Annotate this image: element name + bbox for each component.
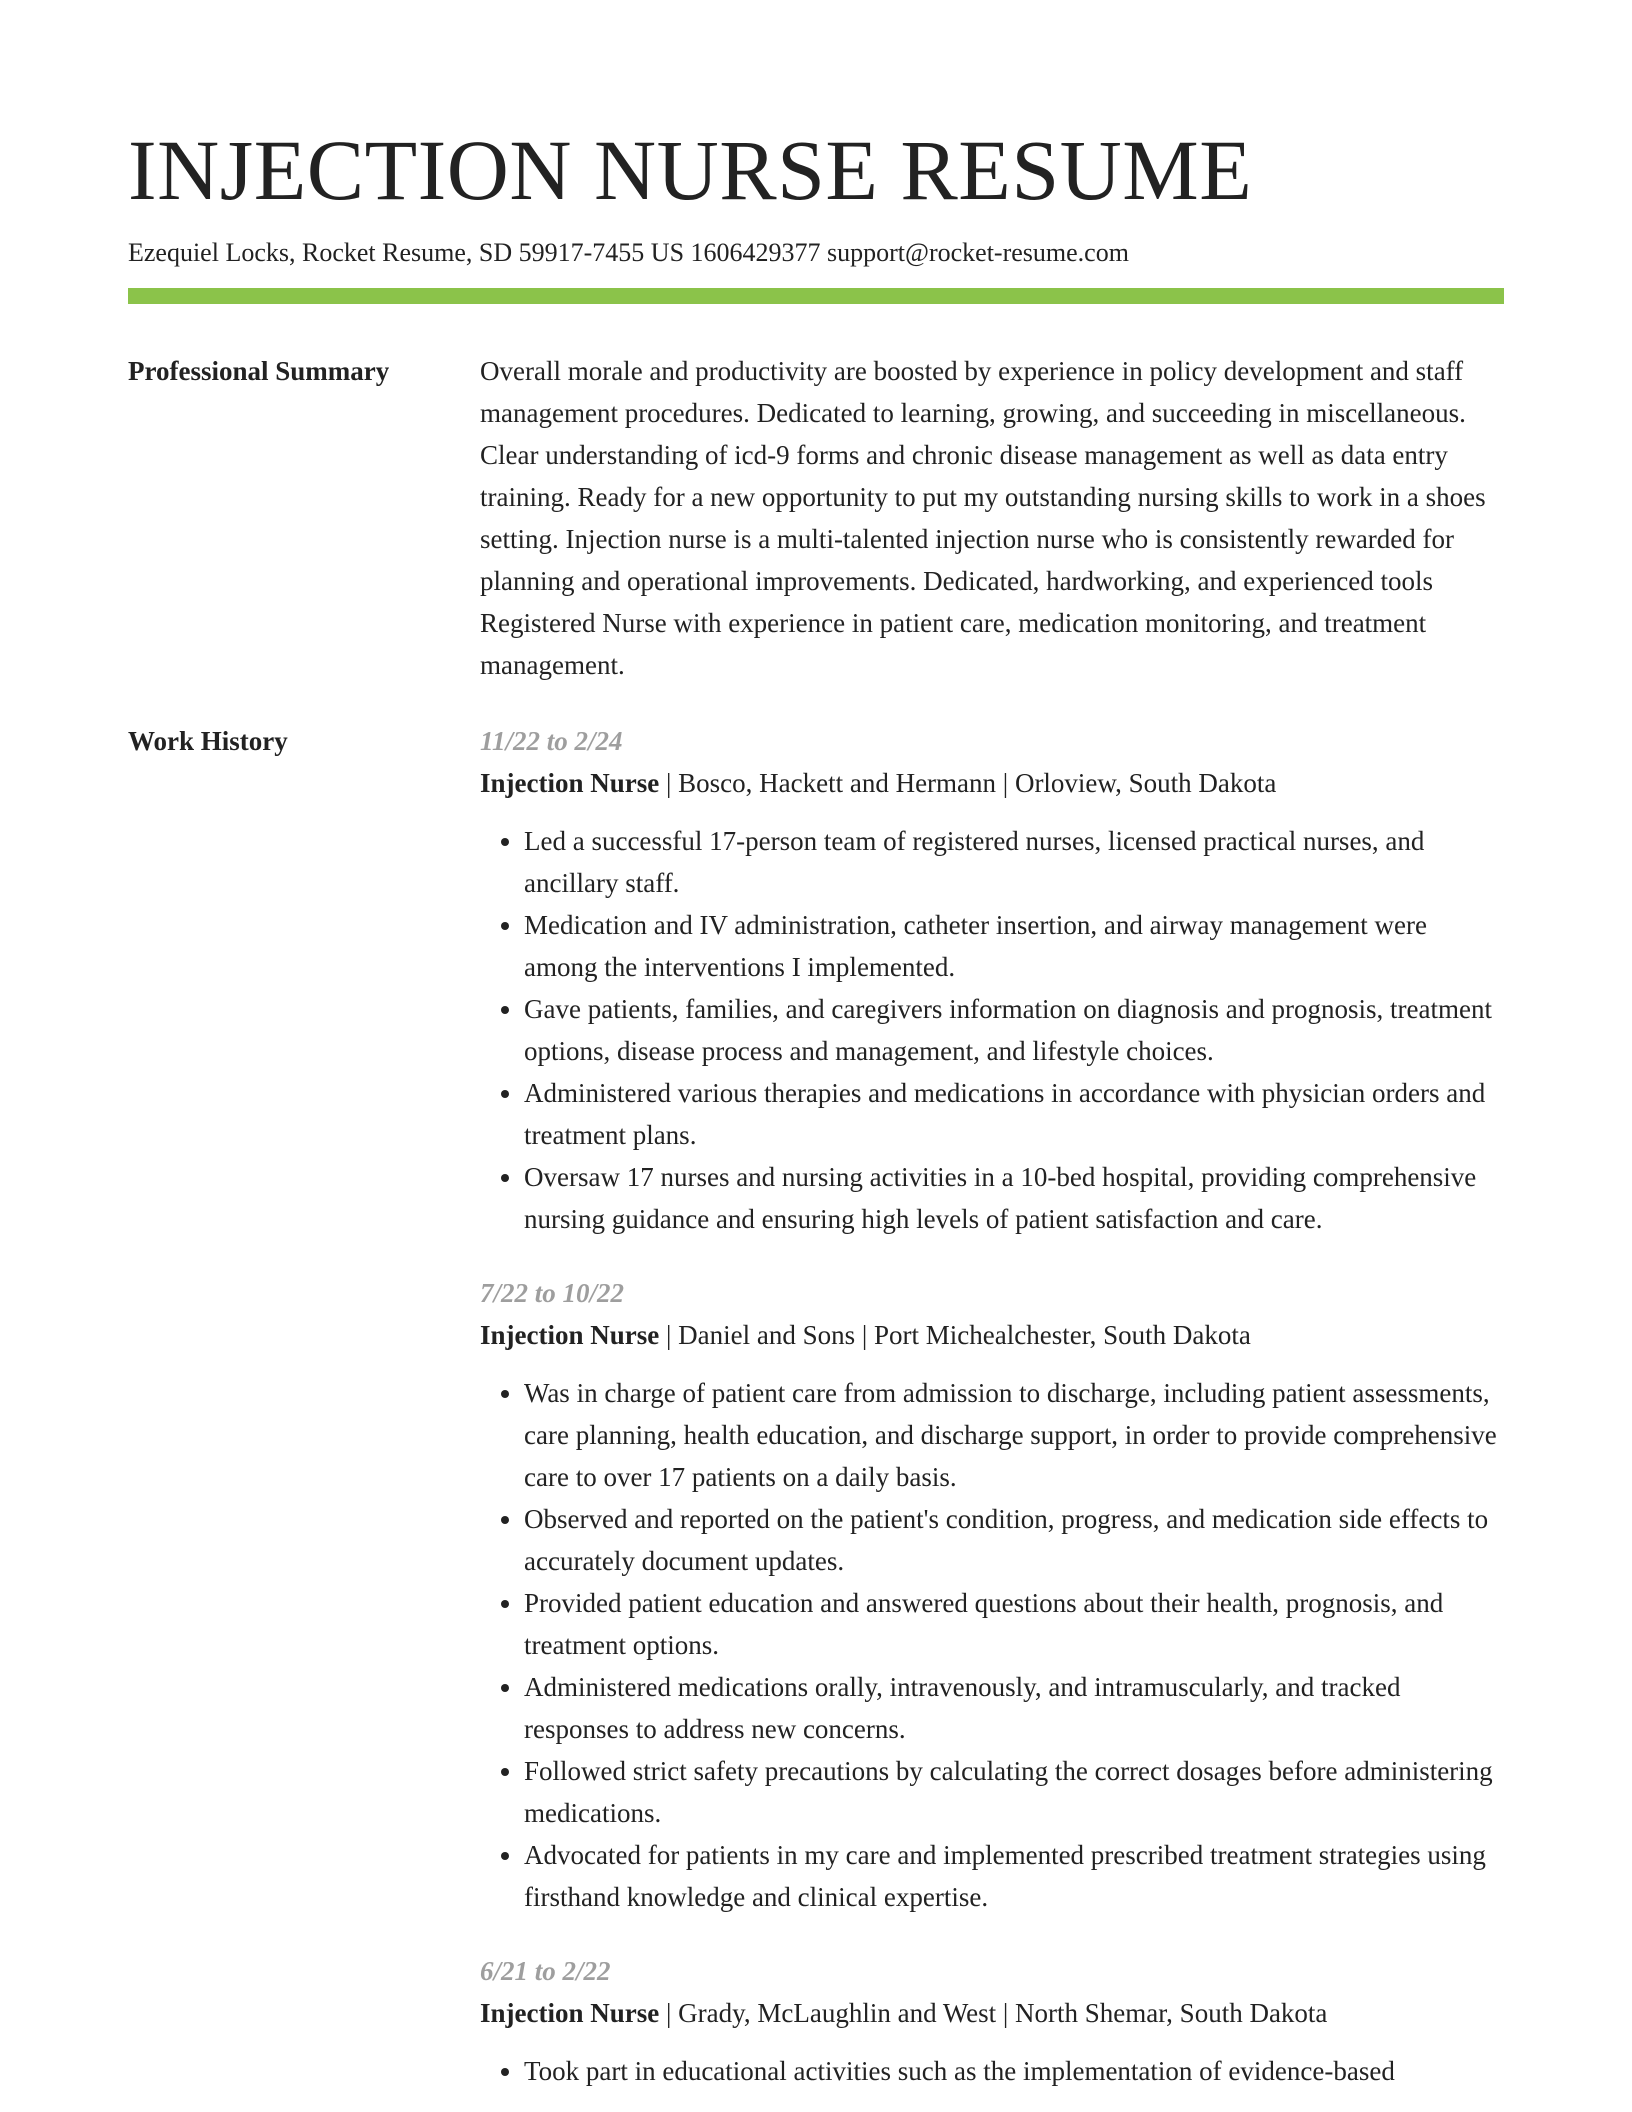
job-entry [480, 1950, 1504, 2092]
job-dates: 7/22 to 10/22 [480, 1278, 625, 1308]
contact-line: Ezequiel Locks, Rocket Resume, SD 59917-7455 US 1606429377 support@rocket-resume.com [128, 238, 1129, 267]
job-bullets [480, 820, 1504, 1240]
job-details: | Daniel and Sons | Port Michealchester, South Dakota [659, 1320, 1251, 1350]
job-bullet: • Administered medications orally, intravenously, and intramuscularly, and tracked responses to address new concerns. [524, 1666, 1504, 1750]
job-bullet: • Medication and IV administration, catheter insertion, and airway management were among the interventions I implemented. [524, 904, 1504, 988]
job-heading [480, 1314, 1504, 1356]
resume-title: INJECTION NURSE RESUME [128, 122, 1253, 218]
job-bullet: • Administered various therapies and medications in accordance with physician orders and treatment plans. [524, 1072, 1504, 1156]
job-entry [480, 720, 1504, 1240]
job-bullet: • Observed and reported on the patient's condition, progress, and medication side effects to accurately document updates. [524, 1498, 1504, 1582]
professional-summary-section [128, 350, 1504, 686]
section-label-summary: Professional Summary [128, 356, 390, 386]
summary-text: Overall morale and productivity are boosted by experience in policy development and staff management procedures. Dedicated to learning, growing, and succeeding in miscellaneous. Clear understanding of icd-9 forms and chronic disease management as well as data entry training. Ready for a new opportunity to put my outstanding nursing skills to work in a shoes setting. Injection nurse is a multi-talented injection nurse who is consistently rewarded for planning and operational improvements. Dedicated, hardworking, and experienced tools Registered Nurse with experience in patient care, medication monitoring, and treatment management. [480, 356, 1486, 680]
job-details: | Bosco, Hackett and Hermann | Orloview, South Dakota [659, 768, 1277, 798]
job-bullet: • Advocated for patients in my care and implemented prescribed treatment strategies using firsthand knowledge and clinical expertise. [524, 1834, 1504, 1918]
job-heading [480, 762, 1504, 804]
header-divider [128, 288, 1504, 304]
job-heading [480, 1992, 1504, 2034]
job-bullet: • Provided patient education and answered questions about their health, prognosis, and treatment options. [524, 1582, 1504, 1666]
job-bullets [480, 2050, 1504, 2092]
job-entry [480, 1272, 1504, 1918]
job-title: Injection Nurse [480, 768, 660, 798]
job-bullet: • Oversaw 17 nurses and nursing activities in a 10-bed hospital, providing comprehensive nursing guidance and ensuring high levels of patient satisfaction and care. [524, 1156, 1504, 1240]
section-label-work-history: Work History [128, 726, 288, 756]
job-dates: 6/21 to 2/22 [480, 1956, 611, 1986]
job-title: Injection Nurse [480, 1998, 660, 2028]
job-bullet: • Followed strict safety precautions by calculating the correct dosages before administering medications. [524, 1750, 1504, 1834]
job-bullets [480, 1372, 1504, 1918]
job-bullet: • Gave patients, families, and caregivers information on diagnosis and prognosis, treatment options, disease process and management, and lifestyle choices. [524, 988, 1504, 1072]
job-bullet: • Was in charge of patient care from admission to discharge, including patient assessments, care planning, health education, and discharge support, in order to provide comprehensive care to over 17 patients on a daily basis. [524, 1372, 1504, 1498]
job-details: | Grady, McLaughlin and West | North Shemar, South Dakota [659, 1998, 1328, 2028]
job-title: Injection Nurse [480, 1320, 660, 1350]
work-history-section [128, 720, 1504, 2092]
resume-page [128, 0, 1504, 2092]
job-bullet: • Led a successful 17-person team of registered nurses, licensed practical nurses, and ancillary staff. [524, 820, 1504, 904]
summary-body [480, 350, 1504, 686]
work-history-body [480, 720, 1504, 2092]
job-bullet: • Took part in educational activities such as the implementation of evidence-based [524, 2050, 1504, 2092]
job-dates: 11/22 to 2/24 [480, 726, 623, 756]
